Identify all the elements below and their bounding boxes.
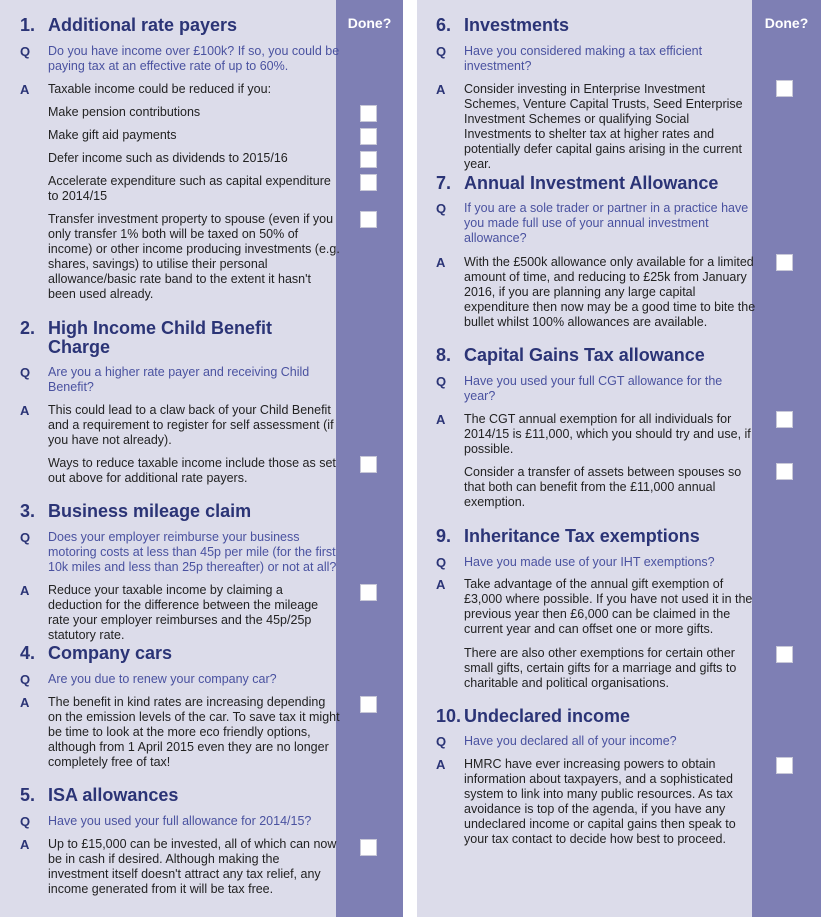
done-checkbox[interactable] [776,80,793,97]
done-checkbox[interactable] [360,584,377,601]
done-column-right [752,0,821,917]
done-checkbox[interactable] [776,411,793,428]
done-header: Done? [764,15,809,31]
done-checkbox[interactable] [776,757,793,774]
done-checkbox[interactable] [360,211,377,228]
left-checklist-panel: Done? 1. Additional rate payers Q Do you have income over £100k? If so, you could be paying tax at an effective rate of up to 60%. A Taxable income could be reduced if you: Make pension contributions Make gift aid payments Defer income such as dividends to 2015/16 Accelerate expenditure such as capital expenditure to 2014/15 Transfer investment property to spouse (even if you only transfer 1% both will be taxed on 50% of income) or other income producing investments (e.g. shares, savings) to utilise their personal allowance/basic rate band to the extent it hasn't been used already. 2. High Income Child Benefit Charge Q Are you a higher rate payer and receiving Child Benefit? A This could lead to a claw back of your Child Benefit and a requirement to register for self assessment (if you have not already). Ways to reduce taxable income include those as set out above for additional rate payers. 3. Business mileage claim Q Does your employer reimburse your business motoring costs at less than 45p per mile (for the first 10k miles and less than 25p thereafter) or not at all? A Reduce your taxable income by claiming a deduction for the difference between the mileage rate your employer reimburses and the 45p/25p statutory rate. 4. Company cars Q Are you due to renew your company car? A The benefit in kind rates are increasing depending on the emission levels of the car. To save tax it might be time to look at the more eco friendly options, although from 1 April 2015 even they are no longer completely free of tax! 5. ISA allowances Q Have you used your full allowance for 2014/15? A Up to £15,000 can be invested, all of which can now be in cash if desired. Although making the investment itself doesn't attract any tax relief, any income generated from it will be tax free. [0,0,403,917]
done-checkbox[interactable] [776,646,793,663]
done-checkbox[interactable] [360,456,377,473]
done-checkbox[interactable] [776,463,793,480]
done-checkbox[interactable] [360,151,377,168]
right-checklist-panel: Done? 6. Investments Q Have you considered making a tax efficient investment? A Consider investing in Enterprise Investment Schemes, Venture Capital Trusts, Seed Enterprise Investment Schemes or qualifying Social Investments to shelter tax at higher rates and potentially defer capital gains arising in the current year. 7. Annual Investment Allowance Q If you are a sole trader or partner in a practice have you made full use of your annual investment allowance? A With the £500k allowance only available for a limited amount of time, and reducing to £25k from January 2016, if you are planning any large capital expenditure then now may be a good time to bite the bullet whilst 100% allowances are available. 8. Capital Gains Tax allowance Q Have you used your full CGT allowance for the year? A The CGT annual exemption for all individuals for 2014/15 is £11,000, which you should try and use, if possible. Consider a transfer of assets between spouses so that both can benefit from the £11,000 annual exemption. 9. Inheritance Tax exemptions Q Have you made use of your IHT exemptions? A Take advantage of the annual gift exemption of £3,000 where possible. If you have not used it in the previous year then £6,000 can be claimed in the current year and can offset one or more gifts. There are also other exemptions for certain other small gifts, certain gifts for a marriage and gifts to charitable and political organisations. 10. Undeclared income Q Have you declared all of your income? A HMRC have ever increasing powers to obtain information about taxpayers, and a sophisticated system to link into many public resources. As tax avoidance is top of the agenda, if you have any undeclared income or capital gains then speak to your tax contact to decide how best to proceed. [417,0,821,917]
done-checkbox[interactable] [776,254,793,271]
done-header: Done? [347,15,392,31]
done-checkbox[interactable] [360,174,377,191]
done-checkbox[interactable] [360,105,377,122]
done-checkbox[interactable] [360,128,377,145]
done-checkbox[interactable] [360,696,377,713]
done-checkbox[interactable] [360,839,377,856]
